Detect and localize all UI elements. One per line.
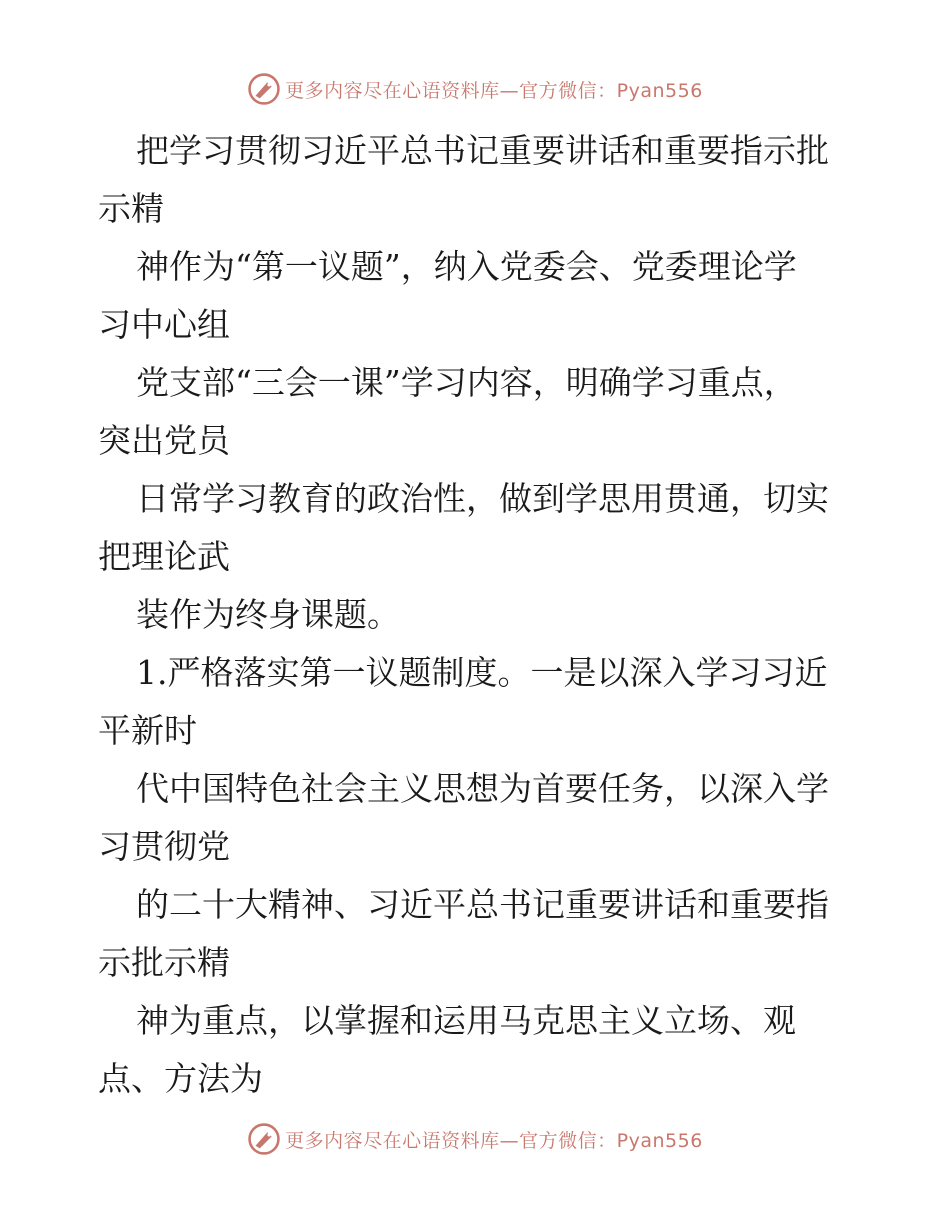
- footer-watermark: [0, 1122, 950, 1156]
- text-line: 日常学习教育的政治性，做到学思用贯通，切实: [136, 479, 829, 518]
- watermark-text: 更多内容尽在心语资料库—官方微信：Pyan556: [285, 79, 703, 102]
- text-line: 的二十大精神、习近平总书记重要讲话和重要指: [136, 885, 829, 924]
- pen-tip-logo-icon: [247, 1122, 281, 1156]
- text-line: 突出党员: [98, 421, 230, 460]
- text-line: 神作为“第一议题”，纳入党委会、党委理论学: [136, 247, 797, 286]
- text-line: 代中国特色社会主义思想为首要任务，以深入学: [136, 769, 829, 808]
- text-line: 示批示精: [98, 943, 230, 982]
- text-line: 习中心组: [98, 305, 230, 344]
- text-line: 示精: [98, 189, 164, 228]
- text-line: 习贯彻党: [98, 827, 230, 866]
- pen-tip-logo-icon: [247, 72, 281, 106]
- text-line: 平新时: [98, 711, 197, 750]
- document-body: [98, 122, 858, 1108]
- text-line: 1.严格落实第一议题制度。一是以深入学习习近: [136, 653, 828, 692]
- text-line: 装作为终身课题。: [136, 595, 400, 634]
- watermark-text: 更多内容尽在心语资料库—官方微信：Pyan556: [285, 1129, 703, 1152]
- text-line: 神为重点，以掌握和运用马克思主义立场、观: [136, 1001, 796, 1040]
- text-line: 党支部“三会一课”学习内容，明确学习重点，: [136, 363, 797, 402]
- header-watermark: [0, 72, 950, 106]
- text-line: 把理论武: [98, 537, 230, 576]
- text-line: 点、方法为: [98, 1059, 263, 1098]
- text-line: 把学习贯彻习近平总书记重要讲话和重要指示批: [136, 131, 829, 170]
